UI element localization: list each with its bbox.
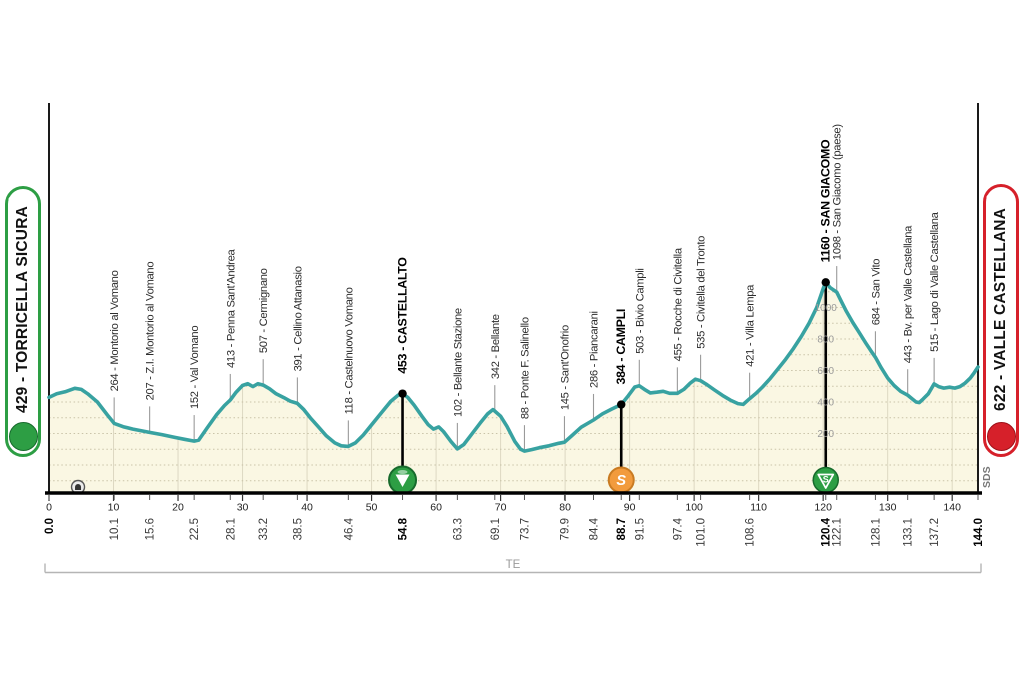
waypoint-label: 413 - Penna Sant'Andrea [225,249,238,368]
start-label: 429 - TORRICELLA SICURA [14,206,31,414]
axis-tick-label: 70 [494,501,507,514]
province-label: TE [505,559,521,571]
waypoint-label: 391 - Cellino Attanasio [292,266,305,372]
province-bracket [45,559,981,573]
axis-tick-label: 80 [559,501,571,514]
waypoint-label: 443 - Bv. per Valle Castellana [902,225,915,364]
elevation-ruler-label: 200 [817,429,835,440]
axis-tick-label: 130 [878,501,897,514]
km-label: 97.4 [672,518,685,541]
axis-tick-label: 120 [814,501,832,514]
waypoint-label: 102 - Bellante Stazione [452,308,465,417]
finish-label: 622 - VALLE CASTELLANA [992,207,1009,411]
km-label: 28.1 [225,518,238,541]
km-label: 0.0 [44,518,56,534]
waypoint-label: 264 - Montorio al Vomano [109,270,122,392]
waypoint-label: 455 - Rocche di Civitella [672,248,685,362]
km-label: 38.5 [292,518,305,541]
waypoint-label: 515 - Lago di Valle Castellana [929,212,942,352]
km-label: 79.9 [559,518,572,541]
km-label: 46.4 [343,518,356,541]
waypoint-label: 145 - Sant'Onofrio [559,325,572,411]
km-label: 69.1 [489,518,502,541]
axis-tick-label: 110 [750,501,768,514]
waypoint-label: 453 - CASTELLALTO [395,257,410,374]
elevation-ruler-label: 1000 [814,303,837,314]
km-label: 91.5 [634,518,647,541]
svg-text:S: S [822,474,829,485]
waypoint-label: 118 - Castelnuovo Vomano [343,287,356,415]
axis-tick-label: 100 [685,501,703,514]
elevation-ruler-label: 800 [817,334,835,346]
waypoint-label: 1098 - San Giacomo (paese) [831,124,844,261]
axis-tick-label: 140 [943,501,961,514]
km-label: 144.0 [973,518,985,547]
waypoint-label: 88 - Ponte F. Salinello [519,317,532,420]
km-label: 122.1 [831,518,844,547]
waypoint-label: 1160 - SAN GIACOMO [818,139,833,263]
km-label: 54.8 [397,518,410,541]
km-label: 73.7 [519,518,532,541]
waypoint-label: 384 - CAMPLI [614,308,629,385]
axis-tick-label: 20 [172,501,184,514]
finish-bike-icon [987,422,1016,451]
waypoint-label: 535 - Civitella del Tronto [695,235,708,349]
elevation-ruler-label: 400 [817,397,835,409]
km-label: 88.7 [616,518,629,541]
axis-tick-label: 30 [236,501,249,514]
castellalto-marker-icon [389,467,416,494]
start-bike-icon [9,422,38,451]
axis-tick-label: 60 [430,501,442,514]
axis-tick-label: 90 [623,501,636,514]
km-label: 101.0 [695,518,708,547]
waypoint-label: 503 - Bivio Campli [634,268,647,354]
km-label: 84.4 [588,518,601,541]
axis-tick-label: 40 [301,501,313,514]
axis-tick-label: 0 [46,501,52,514]
km-label: 120.4 [820,518,833,547]
km-label: 63.3 [452,518,465,541]
km-label: 137.2 [929,518,942,547]
axis-tick-label: 50 [365,501,378,514]
credit-label: SDS [981,466,993,488]
gpm-icon [813,468,838,493]
elevation-ruler-label: 600 [817,366,835,377]
svg-text:S: S [616,473,627,489]
km-label: 22.5 [189,518,202,541]
axis-tick-label: 10 [107,501,120,514]
waypoint-label: 342 - Bellante [489,314,502,380]
km-label: 33.2 [258,518,271,541]
waypoint-label: 152 - Val Vomano [189,325,202,410]
km-label: 108.6 [744,518,757,547]
km-label: 15.6 [144,518,157,541]
km-label: 133.1 [902,518,915,547]
waypoint-label: 507 - Cermignano [258,268,271,354]
waypoint-label: 207 - Z.I. Montorio al Vomano [144,261,157,401]
x-axis-ticks [44,495,985,547]
sprint-icon [609,468,634,493]
finish-badge [983,184,1019,457]
start-badge [5,186,41,457]
km-label: 10.1 [109,518,122,541]
km-label: 128.1 [870,518,883,547]
waypoint-label: 286 - Piancarani [588,311,601,388]
waypoint-label: 421 - Villa Lempa [744,284,757,367]
waypoint-label: 684 - San Vito [870,258,883,326]
